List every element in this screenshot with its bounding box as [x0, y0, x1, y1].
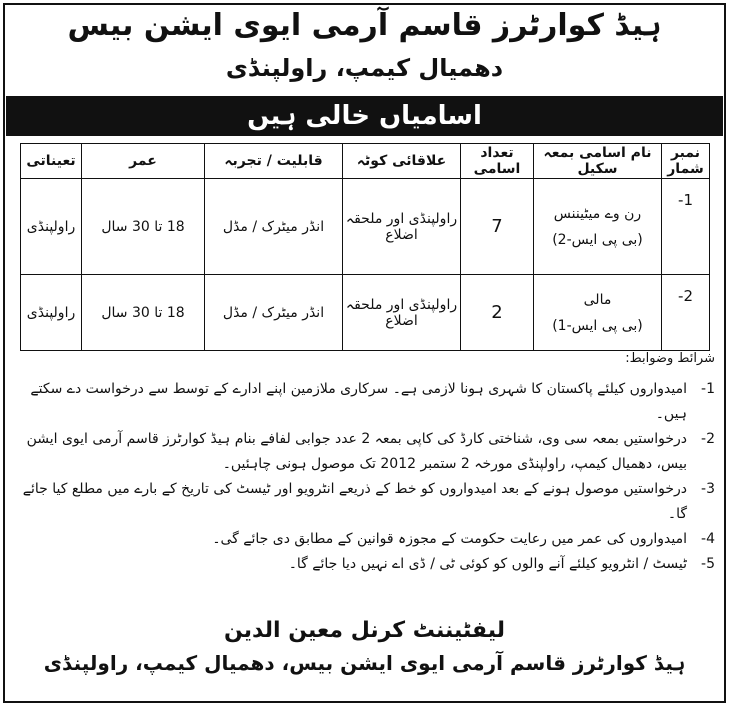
quota-cell: راولپنڈی اور ملحقہ اضلاع: [343, 179, 461, 275]
vacancies-banner: اسامیاں خالی ہیں: [6, 96, 723, 136]
term-number: 2-: [701, 431, 715, 447]
table-header-row: [21, 144, 710, 179]
age-cell: 18 تا 30 سال: [82, 179, 205, 275]
term-text: امیدواروں کی عمر میں رعایت حکومت کے مجوزہ قوانین کے مطابق دی جائے گی۔: [212, 531, 687, 547]
term-item: [14, 427, 715, 477]
qualification-cell: انڈر میٹرک / مڈل: [205, 179, 343, 275]
count-cell: 7: [461, 179, 534, 275]
posting-cell: راولپنڈی: [21, 275, 82, 351]
page-title: ہیڈ کوارٹرز قاسم آرمی ایوی ایشن بیس: [67, 8, 662, 43]
term-item: [14, 527, 715, 552]
term-number: 3-: [701, 481, 715, 497]
terms-section: [14, 346, 715, 577]
page-subtitle: دھمیال کیمپ، راولپنڈی: [225, 54, 504, 82]
signatory-name: لیفٹیننٹ کرنل معین الدین: [223, 618, 506, 643]
post-name: مالی: [583, 291, 612, 308]
vacancies-table: [20, 143, 710, 351]
term-text: درخواستیں بمعہ سی وی، شناختی کارڈ کی کاپی بمعہ 2 عدد جوابی لفافے بنام ہیڈ کوارٹرز قاسم آرمی ایوی ایشن بیس، دھمیال کیمپ، راولپنڈی مورخہ 2 ستمبر 2012 تک موصول ہونی چاہئیں۔: [26, 431, 687, 472]
col-header-age: عمر: [82, 144, 205, 179]
terms-heading: شرائط وضوابط:: [625, 351, 715, 366]
post-name: رن وے میٹیننس: [553, 205, 642, 222]
term-item: [14, 552, 715, 577]
table-row: [21, 275, 710, 351]
quota-cell: راولپنڈی اور ملحقہ اضلاع: [343, 275, 461, 351]
term-number: 4-: [701, 531, 715, 547]
col-header-quota: علاقائی کوٹہ: [343, 144, 461, 179]
qualification-cell: انڈر میٹرک / مڈل: [205, 275, 343, 351]
col-header-post: نام اسامی بمعہ سکیل: [534, 144, 662, 179]
term-text: ٹیسٹ / انٹرویو کیلئے آنے والوں کو کوئی ٹی / ڈی اے نہیں دیا جائے گا۔: [288, 556, 687, 572]
col-header-count: تعداد اسامی: [461, 144, 534, 179]
post-scale: (بی پی ایس-2): [552, 231, 643, 248]
post-scale: (بی پی ایس-1): [552, 317, 643, 334]
count-cell: 2: [461, 275, 534, 351]
term-number: 1-: [701, 381, 715, 397]
term-item: [14, 377, 715, 427]
serial-cell: 2-: [662, 275, 710, 351]
col-header-serial: نمبر شمار: [662, 144, 710, 179]
age-cell: 18 تا 30 سال: [82, 275, 205, 351]
term-text: درخواستیں موصول ہونے کے بعد امیدواروں کو خط کے ذریعے انٹرویو اور ٹیسٹ کی تاریخ کے بارے میں مطلع کیا جائے گا۔: [22, 481, 687, 522]
signatory-address: ہیڈ کوارٹرز قاسم آرمی ایوی ایشن بیس، دھمیال کیمپ، راولپنڈی: [43, 651, 686, 675]
serial-cell: 1-: [662, 179, 710, 275]
col-header-posting: تعیناتی: [21, 144, 82, 179]
signature-block: [0, 618, 729, 675]
term-number: 5-: [701, 556, 715, 572]
table-row: [21, 179, 710, 275]
post-cell: [534, 275, 662, 351]
col-header-qualification: قابلیت / تجربہ: [205, 144, 343, 179]
post-cell: [534, 179, 662, 275]
term-text: امیدواروں کیلئے پاکستان کا شہری ہونا لازمی ہے۔ سرکاری ملازمین اپنے ادارے کے توسط سے درخواست دے سکتے ہیں۔: [30, 381, 687, 422]
term-item: [14, 477, 715, 527]
posting-cell: راولپنڈی: [21, 179, 82, 275]
